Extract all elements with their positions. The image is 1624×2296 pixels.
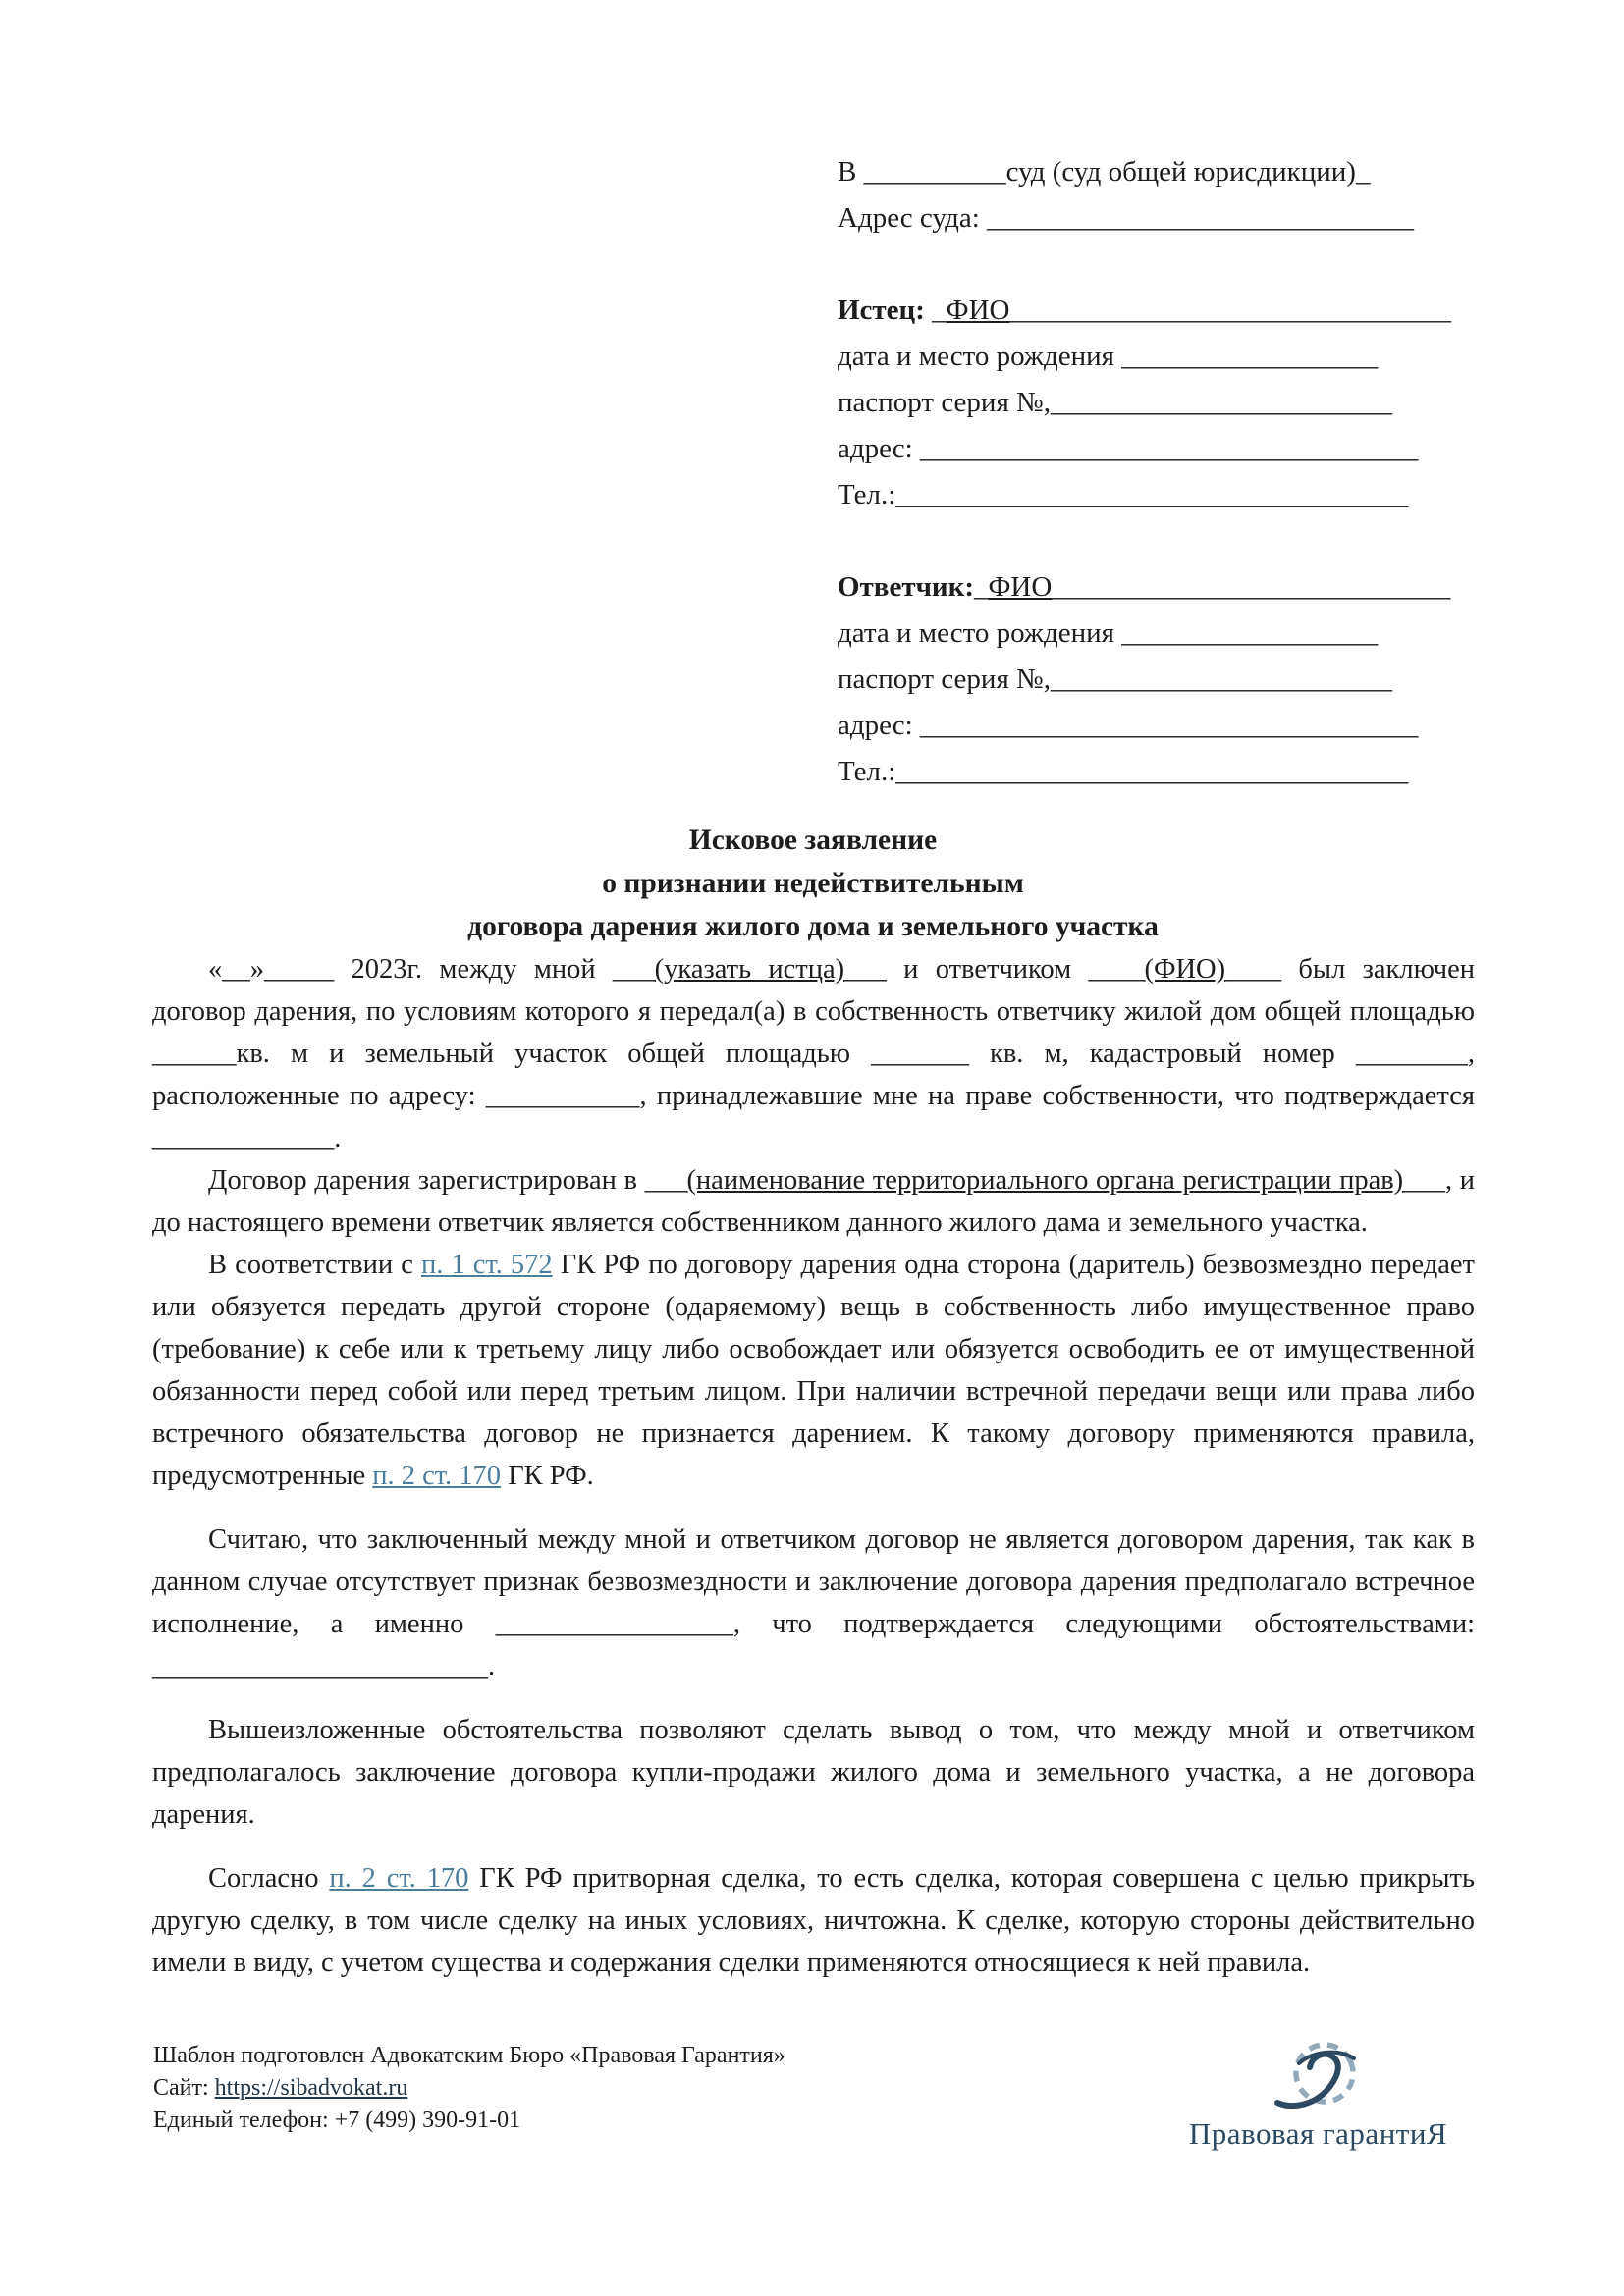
paragraph-registration: [152, 1159, 1475, 1244]
intro-text-1: «__»_____ 2023г. между мной ___: [208, 954, 655, 985]
footer-phone-line: Единый телефон: +7 (499) 390-91-01: [153, 2108, 521, 2133]
law-link-170[interactable]: п. 2 ст. 170: [372, 1461, 502, 1491]
pravovaya-garantiya-logo: [1178, 2034, 1458, 2152]
paragraph-opinion: Считаю, что заключенный между мной и ответчиком договор не является договором дарения, так как в данном случае отсутствует признак безвозмездности и заключение договора дарения предполагало встречное исполнение, а именно _________________, что подтверждается следующими обстоятельствами: ________________________.: [152, 1524, 1475, 1682]
paragraph-intro: [152, 948, 1475, 1159]
plaintiff-passport-line: паспорт серия №,________________________: [838, 387, 1392, 418]
defendant-phone-line: Тел.:____________________________________: [838, 756, 1409, 787]
logo-swirl-icon: [1268, 2034, 1370, 2116]
registration-text-2: ___, и до настоящего времени ответчик является собственником данного жилого дама и земельного участка.: [152, 1165, 1475, 1238]
paragraph-law-170: [152, 1857, 1475, 1984]
plaintiff-label: Истец:: [838, 294, 925, 326]
plaintiff-phone-line: Тел.:____________________________________: [838, 479, 1409, 510]
law170-text-1: Согласно: [208, 1863, 330, 1894]
law572-text-1: В соответствии с: [208, 1250, 421, 1280]
claim-body: [152, 948, 1475, 1984]
registration-hint-authority: (наименование территориального органа регистрации прав): [686, 1165, 1404, 1196]
plaintiff-address-line: адрес: ___________________________________: [838, 433, 1419, 464]
intro-hint-plaintiff: (указать истца): [654, 954, 845, 985]
logo-text: Правовая гарантиЯ: [1188, 2116, 1448, 2151]
footer-note: [153, 2040, 785, 2137]
court-name-line: В __________суд (суд общей юрисдикции)_: [838, 156, 1371, 187]
defendant-name-pre: _: [974, 571, 989, 603]
intro-text-3: ____ был заключен договор дарения, по условиям которого я передал(а) в собственность ответчику жилой дом общей площадью ______кв. м и земельный участок общей площадью _______ кв. м, кадастровый номер ________, расположенные по адресу: ___________, принадлежавшие мне на праве собственности, что подтверждается _____________.: [152, 954, 1476, 1153]
template-prepared-line: Шаблон подготовлен Адвокатским Бюро «Правовая Гарантия»: [153, 2043, 785, 2068]
plaintiff-block: [838, 288, 1486, 518]
claim-title: [152, 819, 1474, 948]
site-link[interactable]: https://sibadvokat.ru: [214, 2075, 408, 2101]
claim-title-line3: договора дарения жилого дома и земельного участка: [467, 911, 1159, 942]
paragraph-conclusion: Вышеизложенные обстоятельства позволяют сделать вывод о том, что между мной и ответчиком предполагалось заключение договора купли-продажи жилого дома и земельного участка, а не договора дарения.: [152, 1715, 1475, 1830]
plaintiff-birth-line: дата и место рождения __________________: [838, 341, 1379, 372]
site-label: Сайт:: [153, 2075, 215, 2101]
claim-title-line2: о признании недействительным: [602, 868, 1024, 899]
intro-hint-fio: (ФИО): [1144, 954, 1226, 985]
plaintiff-name-line: [838, 288, 1486, 334]
defendant-name-blank: ____________________________: [1052, 571, 1451, 603]
law572-text-2: ГК РФ по договору дарения одна сторона (даритель) безвозмездно передает или обязуется передать другой стороне (одаряемому) вещь в собственность либо имущественное право (требование) к себе или к третьему лицу либо освобождает или обязуется освободить ее от имущественной обязанности перед собой или перед третьим лицом. При наличии встречной передачи вещи или права либо встречного обязательства договор не признается дарением. К такому договору применяются правила, предусмотренные: [152, 1250, 1476, 1491]
court-header-block: [838, 149, 1486, 795]
defendant-name-hint: ФИО: [988, 571, 1053, 603]
defendant-address-line: адрес: ___________________________________: [838, 710, 1419, 741]
defendant-passport-line: паспорт серия №,________________________: [838, 664, 1392, 695]
defendant-label: Ответчик:: [838, 571, 975, 603]
claim-title-line1: Исковое заявление: [688, 825, 938, 856]
law-link-572[interactable]: п. 1 ст. 572: [420, 1250, 553, 1280]
header-spacer: [838, 241, 1486, 288]
site-line: [153, 2072, 785, 2105]
header-spacer: [838, 518, 1486, 564]
defendant-name-line: [838, 564, 1486, 611]
plaintiff-name-hint: ФИО: [946, 294, 1010, 326]
plaintiff-name-pre: _: [924, 294, 947, 326]
law-link-170-2[interactable]: п. 2 ст. 170: [329, 1863, 469, 1894]
law170-text-2: ГК РФ притворная сделка, то есть сделка, которая совершена с целью прикрыть другую сделку, в том числе сделку на иных условиях, ничтожна. К сделке, которую стороны действительно имели в виду, с учетом существа и содержания сделки применяются относящиеся к ней правила.: [152, 1863, 1475, 1978]
court-address-line: Адрес суда: ______________________________: [838, 202, 1415, 234]
defendant-block: [838, 564, 1486, 795]
paragraph-law-572: [152, 1244, 1475, 1497]
plaintiff-name-blank: _______________________________: [1009, 294, 1451, 326]
intro-text-2: ___ и ответчиком ____: [844, 954, 1145, 985]
law572-text-3: ГК РФ.: [501, 1461, 594, 1491]
registration-text-1: Договор дарения зарегистрирован в ___: [208, 1165, 687, 1196]
defendant-birth-line: дата и место рождения __________________: [838, 617, 1379, 649]
